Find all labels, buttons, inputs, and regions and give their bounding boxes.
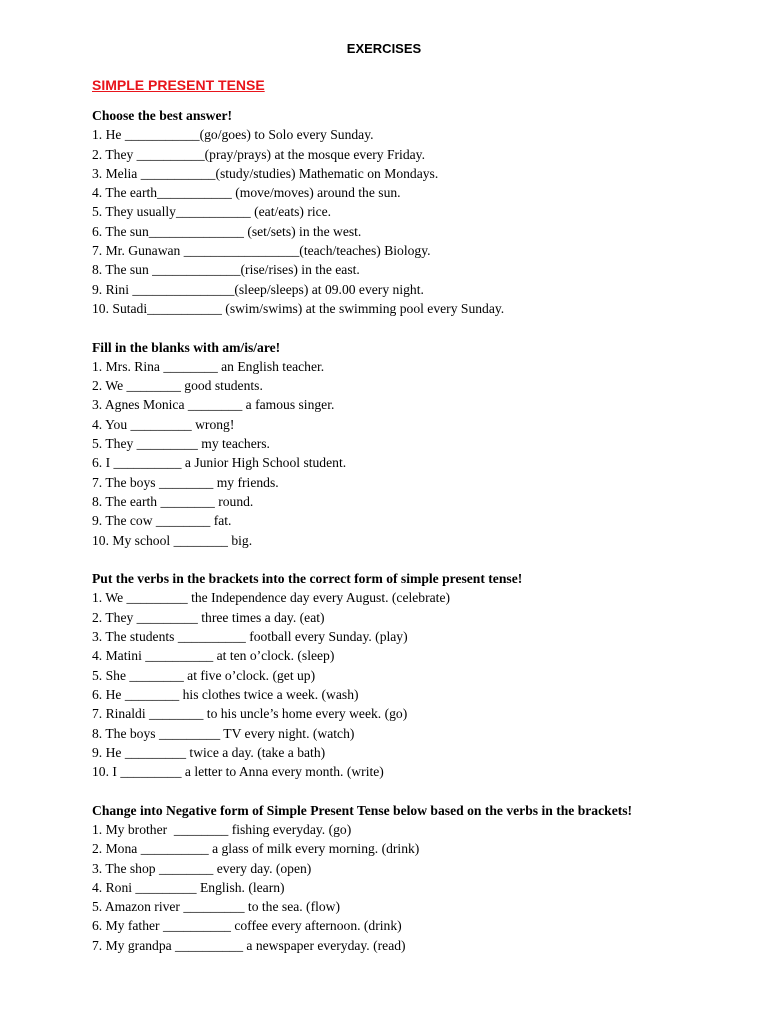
exercise-item: 5. They usually___________ (eat/eats) rice. (92, 204, 332, 220)
exercise-item: 2. They _________ three times a day. (eat) (92, 609, 325, 625)
exercise-item: 2. Mona __________ a glass of milk every morning. (drink) (92, 841, 420, 857)
exercise-item: 5. Amazon river _________ to the sea. (flow) (92, 899, 341, 915)
exercise-item: 5. She ________ at five o’clock. (get up) (92, 667, 316, 683)
exercise-item: 9. Rini _______________(sleep/sleeps) at 09.00 every night. (92, 281, 424, 297)
exercise-item: 4. You _________ wrong! (92, 416, 235, 432)
exercise-item: 10. My school ________ big. (92, 532, 253, 548)
exercise-section (92, 801, 678, 955)
section-heading: Change into Negative form of Simple Present Tense below based on the verbs in the brackets! (92, 802, 633, 818)
exercise-item: 1. We _________ the Independence day every August. (celebrate) (92, 590, 451, 606)
exercise-item: 5. They _________ my teachers. (92, 436, 270, 452)
exercise-item: 6. The sun______________ (set/sets) in the west. (92, 223, 362, 239)
exercise-item: 9. The cow ________ fat. (92, 513, 232, 529)
exercise-item: 3. Agnes Monica ________ a famous singer. (92, 397, 335, 413)
exercise-item: 8. The sun _____________(rise/rises) in the east. (92, 262, 360, 278)
exercise-item: 4. Matini __________ at ten o’clock. (sleep) (92, 648, 335, 664)
exercise-item: 3. Melia ___________(study/studies) Mathematic on Mondays. (92, 165, 439, 181)
exercise-item: 3. The students __________ football every Sunday. (play) (92, 629, 408, 645)
exercise-item: 1. He ___________(go/goes) to Solo every Sunday. (92, 127, 374, 143)
exercise-item: 7. My grandpa __________ a newspaper everyday. (read) (92, 937, 406, 953)
exercise-item: 1. My brother ________ fishing everyday. (go) (92, 821, 352, 837)
exercise-item: 2. We ________ good students. (92, 378, 263, 394)
exercise-item: 9. He _________ twice a day. (take a bath) (92, 744, 326, 760)
exercise-item: 4. Roni _________ English. (learn) (92, 879, 285, 895)
exercise-item: 6. He ________ his clothes twice a week. (wash) (92, 686, 359, 702)
exercise-item: 7. The boys ________ my friends. (92, 474, 279, 490)
exercise-item: 10. Sutadi___________ (swim/swims) at the swimming pool every Sunday. (92, 300, 505, 316)
exercise-item: 1. Mrs. Rina ________ an English teacher. (92, 358, 325, 374)
exercise-item: 10. I _________ a letter to Anna every month. (write) (92, 764, 384, 780)
page-title: EXERCISES (346, 41, 422, 56)
exercise-item: 8. The boys _________ TV every night. (watch) (92, 725, 355, 741)
exercise-item: 3. The shop ________ every day. (open) (92, 860, 312, 876)
section-heading: Fill in the blanks with am/is/are! (92, 339, 281, 355)
section-heading: Put the verbs in the brackets into the correct form of simple present tense! (92, 571, 523, 587)
exercise-item: 8. The earth ________ round. (92, 493, 254, 509)
exercise-section (92, 106, 678, 318)
exercise-section (92, 338, 678, 550)
exercise-item: 6. I __________ a Junior High School student. (92, 455, 347, 471)
section-heading: Choose the best answer! (92, 108, 233, 123)
exercise-item: 4. The earth___________ (move/moves) around the sun. (92, 185, 401, 201)
section-subtitle: SIMPLE PRESENT TENSE (92, 77, 265, 93)
exercise-item: 7. Mr. Gunawan _________________(teach/teaches) Biology. (92, 243, 431, 259)
exercise-content (92, 106, 678, 974)
exercise-item: 2. They __________(pray/prays) at the mosque every Friday. (92, 146, 425, 162)
exercise-item: 6. My father __________ coffee every afternoon. (drink) (92, 918, 402, 934)
exercise-item: 7. Rinaldi ________ to his uncle’s home every week. (go) (92, 706, 408, 722)
exercise-section (92, 569, 678, 781)
